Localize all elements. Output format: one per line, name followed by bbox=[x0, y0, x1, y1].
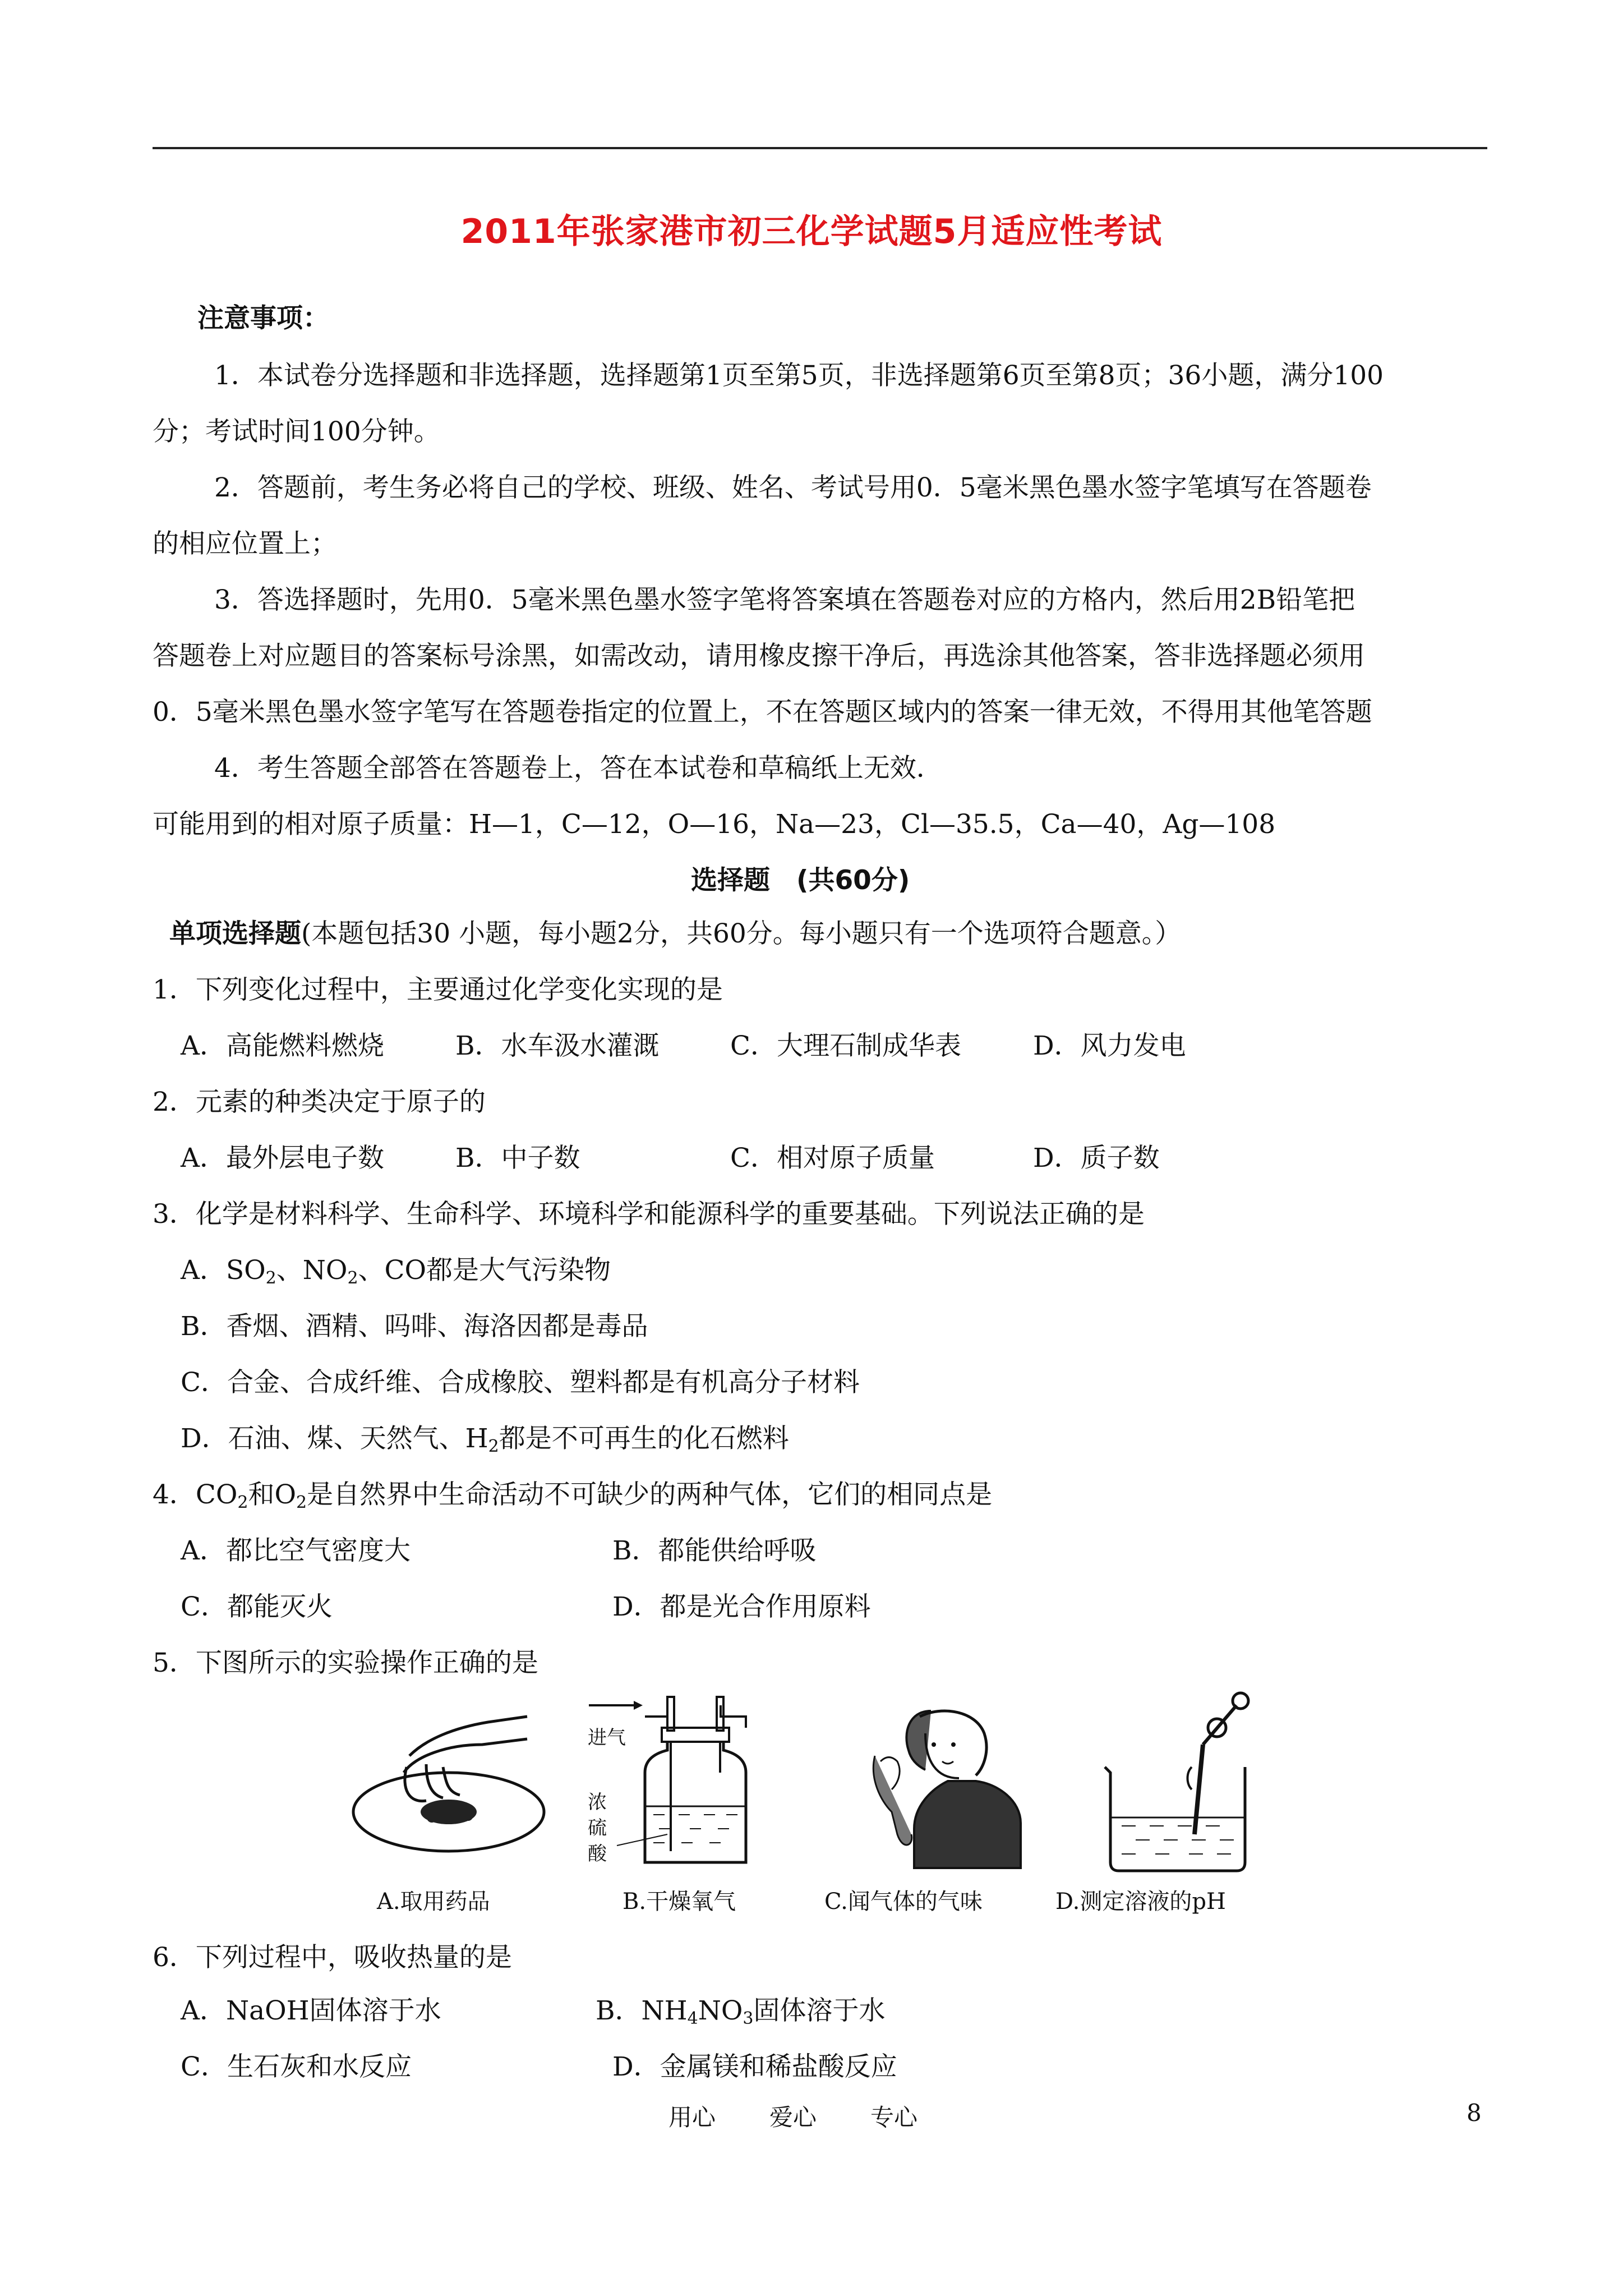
notice-line-2: 分；考试时间100分钟。 bbox=[153, 416, 440, 447]
figure-c-caption: C.闻气体的气味 bbox=[824, 1889, 983, 1915]
q6b-sub-1: 4 bbox=[687, 2009, 698, 2028]
question-4-stem bbox=[153, 1478, 992, 1512]
q6b-text-1: B．NH bbox=[596, 1995, 688, 2026]
q3a-sub-1: 2 bbox=[265, 1268, 276, 1288]
atomic-mass-line: 可能用到的相对原子质量：H—1，C—12，O—16，Na—23，Cl—35.5，Ca—40，Ag—108 bbox=[153, 809, 1276, 840]
question-1-option-d: D．风力发电 bbox=[1033, 1030, 1186, 1061]
q4-sub-1: 2 bbox=[237, 1493, 248, 1512]
footer-motto-2: 爱心 bbox=[769, 2104, 817, 2131]
question-1-option-a: A．高能燃料燃烧 bbox=[181, 1030, 384, 1061]
figure-a-caption: A.取用药品 bbox=[377, 1889, 490, 1915]
q6b-text-2: NO bbox=[698, 1995, 743, 2026]
q4-sub-2: 2 bbox=[296, 1493, 307, 1512]
question-2-stem: 2．元素的种类决定于原子的 bbox=[153, 1087, 486, 1117]
question-6-option-d: D．金属镁和稀盐酸反应 bbox=[612, 2051, 897, 2082]
notice-heading: 注意事项： bbox=[197, 303, 329, 334]
notice-line-7: 0．5毫米黑色墨水签字笔写在答题卷指定的位置上，不在答题区域内的答案一律无效，不得用其他笔答题 bbox=[153, 697, 1372, 728]
notice-line-3: 2．答题前，考生务必将自己的学校、班级、姓名、考试号用0．5毫米黑色墨水签字笔填写在答题卷 bbox=[214, 472, 1372, 503]
acid-char-2: 硫 bbox=[588, 1817, 607, 1839]
section-intro-bold: 单项选择题 bbox=[169, 918, 301, 949]
question-2-option-c: C．相对原子质量 bbox=[730, 1143, 935, 1174]
question-4-option-b: B．都能供给呼吸 bbox=[612, 1535, 817, 1566]
question-6-option-b bbox=[596, 1994, 886, 2028]
q3d-text-2: 都是不可再生的化石燃料 bbox=[499, 1423, 789, 1454]
q3d-text-1: D．石油、煤、天然气、H bbox=[181, 1423, 488, 1454]
question-3-option-b: B．香烟、酒精、吗啡、海洛因都是毒品 bbox=[181, 1311, 648, 1342]
q3a-text-1: A．SO bbox=[181, 1255, 266, 1286]
question-1-option-b: B．水车汲水灌溉 bbox=[455, 1030, 660, 1061]
section-intro bbox=[169, 917, 1181, 951]
section-intro-rest: (本题包括30 小题，每小题2分，共60分。每小题只有一个选项符合题意。） bbox=[301, 918, 1182, 949]
question-3-option-a bbox=[181, 1254, 611, 1287]
acid-char-3: 酸 bbox=[588, 1843, 607, 1865]
acid-char-1: 浓 bbox=[588, 1791, 607, 1814]
notice-line-1: 1．本试卷分选择题和非选择题，选择题第1页至第5页，非选择题第6页至第8页；36小题，满分100 bbox=[214, 360, 1384, 391]
question-1-stem: 1．下列变化过程中，主要通过化学变化实现的是 bbox=[153, 974, 723, 1005]
figure-d-measuring-ph bbox=[1094, 1683, 1279, 1879]
footer-motto-3: 专心 bbox=[870, 2104, 918, 2131]
question-6-stem: 6．下列过程中，吸收热量的是 bbox=[153, 1942, 512, 1973]
figure-b-inlet-label: 进气 bbox=[588, 1727, 626, 1749]
q3a-text-2: 、NO bbox=[276, 1255, 348, 1286]
question-2-option-a: A．最外层电子数 bbox=[181, 1143, 384, 1174]
question-4-option-a: A．都比空气密度大 bbox=[181, 1535, 411, 1566]
notice-line-8: 4．考生答题全部答在答题卷上，答在本试卷和草稿纸上无效． bbox=[214, 753, 943, 784]
notice-line-4: 的相应位置上； bbox=[153, 528, 337, 559]
question-6-option-a: A．NaOH固体溶于水 bbox=[181, 1995, 441, 2026]
page-title: 2011年张家港市初三化学试题5月适应性考试 bbox=[460, 212, 1163, 251]
question-2-option-d: D．质子数 bbox=[1033, 1143, 1160, 1174]
notice-line-5: 3．答选择题时，先用0．5毫米黑色墨水签字笔将答案填在答题卷对应的方格内，然后用2B铅笔把 bbox=[214, 585, 1355, 615]
q6b-sub-2: 3 bbox=[743, 2009, 754, 2028]
section-heading: 选择题 (共60分) bbox=[691, 865, 910, 896]
question-3-option-d bbox=[181, 1422, 789, 1456]
header-rule bbox=[153, 147, 1487, 149]
question-5-stem: 5．下图所示的实验操作正确的是 bbox=[153, 1648, 538, 1678]
q3d-sub: 2 bbox=[488, 1437, 499, 1456]
footer-motto-1: 用心 bbox=[668, 2104, 716, 2131]
page-number: 8 bbox=[1467, 2099, 1482, 2127]
question-4-option-d: D．都是光合作用原料 bbox=[612, 1591, 871, 1622]
q4-text-2: 和O bbox=[248, 1479, 297, 1510]
question-3-stem: 3．化学是材料科学、生命科学、环境科学和能源科学的重要基础。下列说法正确的是 bbox=[153, 1199, 1145, 1230]
figure-a-taking-reagent bbox=[342, 1705, 566, 1874]
q3a-sub-2: 2 bbox=[347, 1268, 358, 1288]
q4-text-1: 4．CO bbox=[153, 1479, 238, 1510]
question-2-option-b: B．中子数 bbox=[455, 1143, 580, 1174]
figure-c-smelling-gas bbox=[864, 1700, 1032, 1879]
notice-line-6: 答题卷上对应题目的答案标号涂黑，如需改动，请用橡皮擦干净后，再选涂其他答案，答非选择题必须用 bbox=[153, 641, 1365, 671]
question-1-option-c: C．大理石制成华表 bbox=[730, 1030, 961, 1061]
q3a-text-3: 、CO都是大气污染物 bbox=[358, 1255, 611, 1286]
figure-b-caption: B.干燥氧气 bbox=[623, 1889, 736, 1915]
q4-text-3: 是自然界中生命活动不可缺少的两种气体，它们的相同点是 bbox=[307, 1479, 993, 1510]
figure-b-acid-label bbox=[588, 1789, 607, 1867]
q6b-text-3: 固体溶于水 bbox=[753, 1995, 886, 2026]
question-4-option-c: C．都能灭火 bbox=[181, 1591, 333, 1622]
figure-d-caption: D.测定溶液的pH bbox=[1055, 1889, 1226, 1915]
question-3-option-c: C．合金、合成纤维、合成橡胶、塑料都是有机高分子材料 bbox=[181, 1367, 860, 1398]
question-6-option-c: C．生石灰和水反应 bbox=[181, 2051, 412, 2082]
